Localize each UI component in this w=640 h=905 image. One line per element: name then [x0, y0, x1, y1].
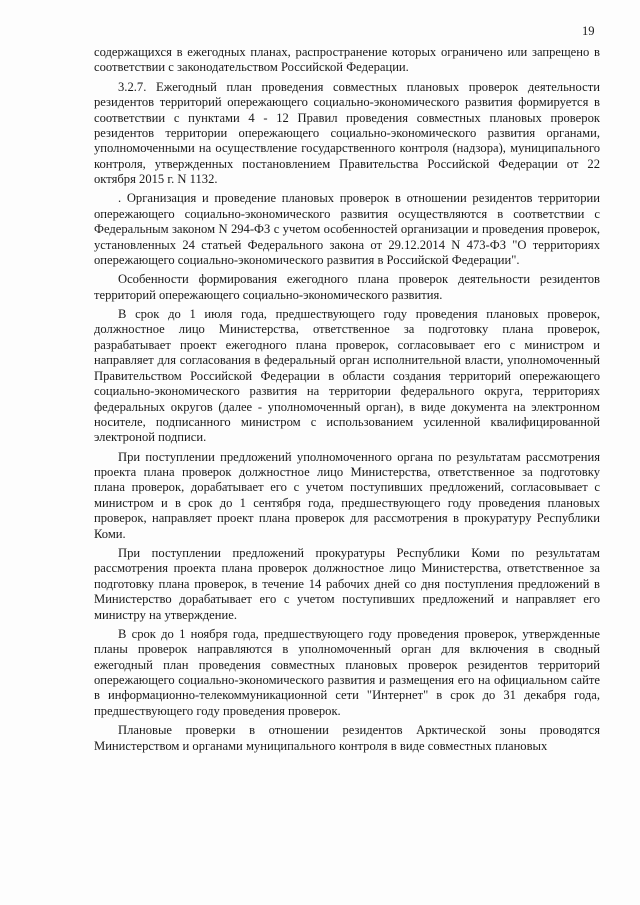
paragraph-july-deadline: В срок до 1 июля года, предшествующего году проведения плановых проверок, должностное лицо Министерства, ответственное за подготовку плана проверок, разрабатывает проект ежегодного плана проверок, согласовывает его с министром и направляет для согласования в федеральный орган исполнительной власти, уполномоченный Правительством Российской Федерации в области создания территорий опережающего социально-экономического развития на территории федерального округа, территориях федеральных округов (далее - уполномоченный орган), в виде документа на электронном носителе, подписанного министром с использованием усиленной квалифицированной электроной подписи. [94, 307, 600, 445]
paragraph-prosecutor-proposals: При поступлении предложений прокуратуры Республики Коми по результатам рассмотрения проекта плана проверок должностное лицо Министерства, ответственное за подготовку плана проверок, в течение 14 рабочих дней со дня поступления предложений в Министерство дорабатывает его с учетом поступивших предложений и направляет его министру на утверждение. [94, 545, 600, 622]
page-number: 19 [582, 24, 595, 38]
paragraph-authority-proposals: При поступлении предложений уполномоченного органа по результатам рассмотрения проекта плана проверок должностное лицо Министерства, ответственное за подготовку плана проверок, дорабатывает его с учетом поступивших предложений, согласовывает с министром и в срок до 1 сентября года, предшествующего году проведения плановых проверок, направляет проект плана проверок для рассмотрения в прокуратуру Республики Коми. [94, 449, 600, 541]
document-body [94, 45, 600, 758]
paragraph-organization: . Организация и проведение плановых проверок в отношении резидентов территории опережающего социально-экономического развития осуществляются в соответствии с Федеральным законом N 294-ФЗ с учетом особенностей организации и проведения проверок, установленных 24 статьей Федерального закона от 29.12.2014 N 473-ФЗ "О территориях опережающего социально-экономического развития в Российской Федерации". [94, 191, 600, 268]
paragraph-3-2-7: 3.2.7. Ежегодный план проведения совместных плановых проверок деятельности резидентов территорий опережающего социально-экономического развития формируется в соответствии с пунктами 4 - 12 Правил проведения совместных плановых проверок резидентов территории опережающего социально-экономического развития органами, уполномоченными на осуществление государственного контроля (надзора), муниципального контроля, утвержденных постановлением Правительства Российской Федерации от 22 октября 2015 г. N 1132. [94, 79, 600, 187]
paragraph-november-deadline: В срок до 1 ноября года, предшествующего году проведения проверок, утвержденные планы проверок направляются в уполномоченный орган для включения в сводный ежегодный план проведения совместных плановых проверок резидентов территорий опережающего социально-экономического развития и размещения его на официальном сайте в информационно-телекоммуникационной сети "Интернет" в срок до 31 декабря года, предшествующего году проведения проверок. [94, 626, 600, 718]
paragraph-plan-features: Особенности формирования ежегодного плана проверок деятельности резидентов территорий опережающего социально-экономического развития. [94, 272, 600, 302]
paragraph-continuation: содержащихся в ежегодных планах, распространение которых ограничено или запрещено в соответствии с законодательством Российской Федерации. [94, 45, 600, 75]
paragraph-arctic-zone: Плановые проверки в отношении резидентов Арктической зоны проводятся Министерством и органами муниципального контроля в виде совместных плановых [94, 723, 600, 753]
